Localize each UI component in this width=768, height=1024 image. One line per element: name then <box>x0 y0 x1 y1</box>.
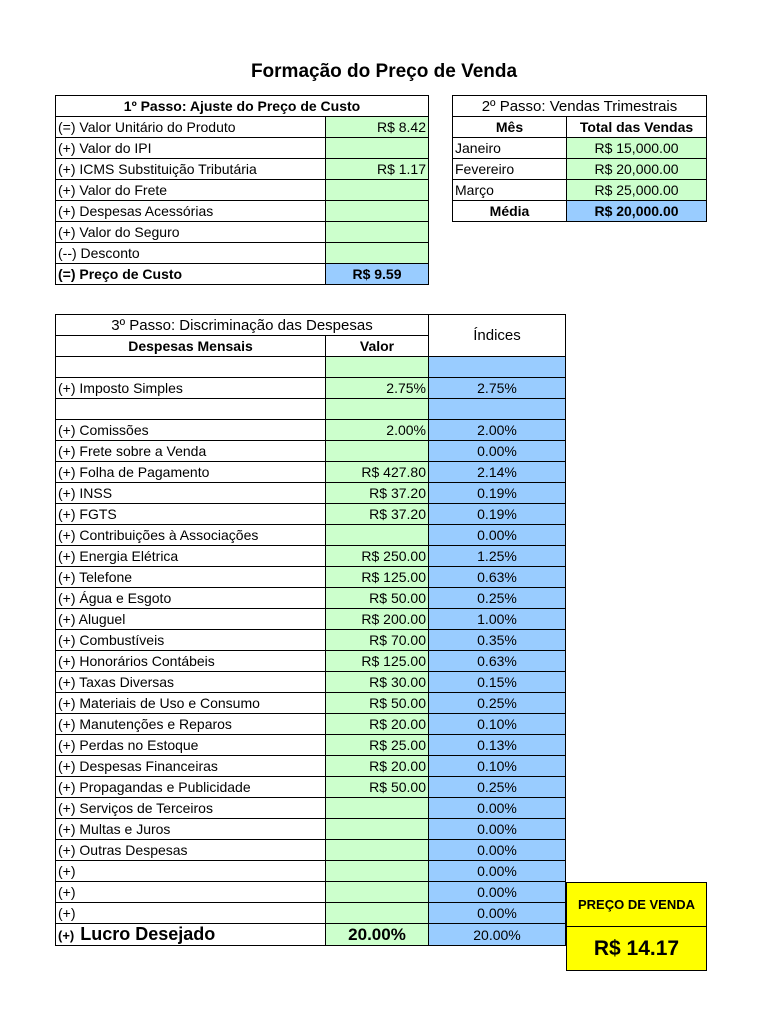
quarterly-sales-table <box>452 95 707 222</box>
expense-index <box>429 399 566 420</box>
expense-index: 0.63% <box>429 651 566 672</box>
expense-index: 0.13% <box>429 735 566 756</box>
profit-label: Lucro Desejado <box>80 924 216 944</box>
expense-value[interactable] <box>326 819 429 840</box>
profit-index: 20.00% <box>429 924 566 946</box>
table-row <box>56 357 566 378</box>
expense-value[interactable]: R$ 50.00 <box>326 777 429 798</box>
expense-value[interactable]: R$ 20.00 <box>326 714 429 735</box>
table-row <box>56 483 566 504</box>
table-row <box>56 693 566 714</box>
expense-value[interactable]: R$ 50.00 <box>326 588 429 609</box>
expense-index: 0.19% <box>429 504 566 525</box>
average-label: Média <box>453 201 567 222</box>
expense-label: (+) Energia Elétrica <box>56 546 326 567</box>
expense-index: 2.14% <box>429 462 566 483</box>
cost-item-value[interactable]: R$ 1.17 <box>326 159 429 180</box>
expense-label <box>56 399 326 420</box>
expense-label: (+) Honorários Contábeis <box>56 651 326 672</box>
expense-index: 0.63% <box>429 567 566 588</box>
table-row <box>56 819 566 840</box>
table-row <box>56 159 429 180</box>
expense-index: 0.00% <box>429 525 566 546</box>
table-row <box>453 159 707 180</box>
expense-value[interactable]: R$ 125.00 <box>326 651 429 672</box>
expense-index: 0.00% <box>429 903 566 924</box>
cost-item-value[interactable] <box>326 138 429 159</box>
table-row <box>56 630 566 651</box>
expense-value[interactable] <box>326 882 429 903</box>
table-header-row <box>56 96 429 117</box>
table-row <box>56 903 566 924</box>
table-row <box>56 222 429 243</box>
table-total-row <box>453 201 707 222</box>
table-total-row <box>56 264 429 285</box>
expense-index: 1.25% <box>429 546 566 567</box>
expense-label: (+) Outras Despesas <box>56 840 326 861</box>
table-row <box>453 180 707 201</box>
expense-value[interactable] <box>326 861 429 882</box>
table-row <box>56 609 566 630</box>
table-header-row <box>453 117 707 138</box>
table-header-row <box>56 315 566 336</box>
expense-value[interactable]: R$ 125.00 <box>326 567 429 588</box>
profit-value[interactable]: 20.00% <box>326 924 429 946</box>
total-column-header: Total das Vendas <box>567 117 707 138</box>
month-cell: Março <box>453 180 567 201</box>
sales-total-cell[interactable]: R$ 25,000.00 <box>567 180 707 201</box>
cost-item-value[interactable] <box>326 243 429 264</box>
expense-label: (+) Propagandas e Publicidade <box>56 777 326 798</box>
expense-index: 0.00% <box>429 441 566 462</box>
expense-value[interactable]: 2.00% <box>326 420 429 441</box>
expense-index: 0.00% <box>429 882 566 903</box>
month-cell: Janeiro <box>453 138 567 159</box>
cost-item-label: (+) Valor do Seguro <box>56 222 326 243</box>
expense-label: (+) Serviços de Terceiros <box>56 798 326 819</box>
expense-value[interactable]: R$ 200.00 <box>326 609 429 630</box>
expense-value[interactable]: R$ 250.00 <box>326 546 429 567</box>
expense-value[interactable]: R$ 20.00 <box>326 756 429 777</box>
expense-index: 0.35% <box>429 630 566 651</box>
expenses-table <box>55 314 566 946</box>
cost-total-value: R$ 9.59 <box>326 264 429 285</box>
expense-value[interactable]: R$ 427.80 <box>326 462 429 483</box>
expense-value[interactable] <box>326 798 429 819</box>
expense-index: 2.75% <box>429 378 566 399</box>
cost-item-value[interactable] <box>326 201 429 222</box>
table-row <box>56 378 566 399</box>
table-row <box>56 243 429 264</box>
cost-item-label: (+) Valor do IPI <box>56 138 326 159</box>
expense-label: (+) <box>56 861 326 882</box>
cost-item-label: (=) Valor Unitário do Produto <box>56 117 326 138</box>
expense-value[interactable]: 2.75% <box>326 378 429 399</box>
table-row <box>56 840 566 861</box>
expense-label: (+) FGTS <box>56 504 326 525</box>
expense-index: 0.19% <box>429 483 566 504</box>
table-row <box>56 735 566 756</box>
step2-header: 2º Passo: Vendas Trimestrais <box>453 96 707 117</box>
expense-index: 0.15% <box>429 672 566 693</box>
table-row <box>56 420 566 441</box>
expense-label: (+) Folha de Pagamento <box>56 462 326 483</box>
expense-index: 0.25% <box>429 693 566 714</box>
table-row <box>56 117 429 138</box>
expense-label: (+) Perdas no Estoque <box>56 735 326 756</box>
profit-row <box>56 924 566 946</box>
expense-label: (+) Água e Esgoto <box>56 588 326 609</box>
index-column-header: Índices <box>429 315 566 357</box>
cost-item-value[interactable] <box>326 222 429 243</box>
table-row <box>56 756 566 777</box>
table-row <box>56 882 566 903</box>
expense-label <box>56 357 326 378</box>
expense-value[interactable] <box>326 840 429 861</box>
expense-index: 0.00% <box>429 819 566 840</box>
table-row <box>453 138 707 159</box>
expense-value[interactable]: R$ 50.00 <box>326 693 429 714</box>
step3-header: 3º Passo: Discriminação das Despesas <box>56 315 429 336</box>
table-row <box>56 504 566 525</box>
expense-label: (+) <box>56 882 326 903</box>
table-row <box>56 714 566 735</box>
expense-label: (+) <box>56 903 326 924</box>
expense-label: (+) Materiais de Uso e Consumo <box>56 693 326 714</box>
expense-label: (+) Multas e Juros <box>56 819 326 840</box>
expense-index: 0.00% <box>429 798 566 819</box>
sale-price-box <box>566 882 707 971</box>
table-row <box>56 525 566 546</box>
sale-price-value: R$ 14.17 <box>567 927 707 971</box>
table-row <box>56 180 429 201</box>
expense-label: (+) Combustíveis <box>56 630 326 651</box>
table-row <box>56 201 429 222</box>
sales-total-cell[interactable]: R$ 15,000.00 <box>567 138 707 159</box>
cost-item-label: (+) Despesas Acessórias <box>56 201 326 222</box>
expense-value[interactable]: R$ 30.00 <box>326 672 429 693</box>
expense-label: (+) Despesas Financeiras <box>56 756 326 777</box>
expense-index: 2.00% <box>429 420 566 441</box>
cost-item-label: (--) Desconto <box>56 243 326 264</box>
expense-label: (+) Frete sobre a Venda <box>56 441 326 462</box>
table-header-row <box>453 96 707 117</box>
sale-price-label: PREÇO DE VENDA <box>567 883 707 927</box>
expenses-column-header: Despesas Mensais <box>56 336 326 357</box>
table-row <box>56 588 566 609</box>
expense-value[interactable]: R$ 37.20 <box>326 483 429 504</box>
expense-label: (+) Imposto Simples <box>56 378 326 399</box>
month-cell: Fevereiro <box>453 159 567 180</box>
cost-total-label: (=) Preço de Custo <box>56 264 326 285</box>
expense-index: 0.10% <box>429 714 566 735</box>
expense-label: (+) Taxas Diversas <box>56 672 326 693</box>
cost-item-label: (+) Valor do Frete <box>56 180 326 201</box>
cost-adjustment-table <box>55 95 429 285</box>
value-column-header: Valor <box>326 336 429 357</box>
expense-index: 0.25% <box>429 588 566 609</box>
profit-label-cell <box>56 924 326 946</box>
page-title: Formação do Preço de Venda <box>250 61 518 82</box>
expense-label: (+) Aluguel <box>56 609 326 630</box>
cost-item-value[interactable] <box>326 180 429 201</box>
expense-index: 0.00% <box>429 861 566 882</box>
expense-index: 0.10% <box>429 756 566 777</box>
table-row <box>56 651 566 672</box>
step1-header: 1º Passo: Ajuste do Preço de Custo <box>56 96 429 117</box>
expense-value[interactable] <box>326 441 429 462</box>
expense-index: 1.00% <box>429 609 566 630</box>
table-row <box>56 672 566 693</box>
expense-label: (+) Manutenções e Reparos <box>56 714 326 735</box>
month-column-header: Mês <box>453 117 567 138</box>
table-row <box>56 546 566 567</box>
expense-value[interactable] <box>326 399 429 420</box>
expense-value[interactable]: R$ 37.20 <box>326 504 429 525</box>
expense-index <box>429 357 566 378</box>
table-row <box>56 798 566 819</box>
table-row <box>56 462 566 483</box>
table-row <box>56 777 566 798</box>
table-row <box>56 138 429 159</box>
expense-index: 0.25% <box>429 777 566 798</box>
expense-value[interactable] <box>326 357 429 378</box>
expense-label: (+) Contribuições à Associações <box>56 525 326 546</box>
expense-value[interactable]: R$ 70.00 <box>326 630 429 651</box>
expense-value[interactable]: R$ 25.00 <box>326 735 429 756</box>
expense-index: 0.00% <box>429 840 566 861</box>
cost-item-label: (+) ICMS Substituição Tributária <box>56 159 326 180</box>
expense-label: (+) Comissões <box>56 420 326 441</box>
table-row <box>56 861 566 882</box>
table-row <box>56 399 566 420</box>
cost-item-value[interactable]: R$ 8.42 <box>326 117 429 138</box>
profit-prefix: (+) <box>58 928 75 943</box>
table-row <box>56 441 566 462</box>
table-row <box>56 567 566 588</box>
expense-label: (+) Telefone <box>56 567 326 588</box>
average-value: R$ 20,000.00 <box>567 201 707 222</box>
sales-total-cell[interactable]: R$ 20,000.00 <box>567 159 707 180</box>
expense-label: (+) INSS <box>56 483 326 504</box>
expense-value[interactable] <box>326 525 429 546</box>
expense-value[interactable] <box>326 903 429 924</box>
